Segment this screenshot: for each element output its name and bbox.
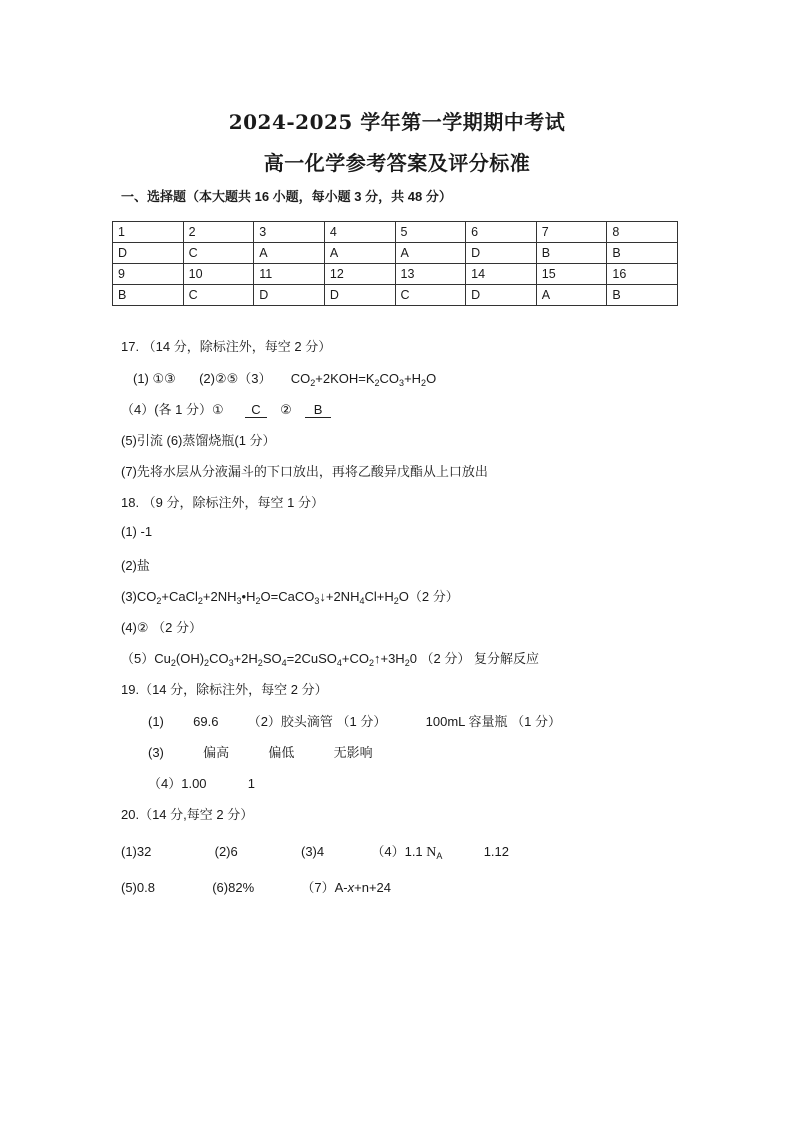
- q17-a4-mid: ②: [280, 402, 292, 417]
- q20-a2: (2)6: [214, 844, 238, 859]
- table-cell: B: [607, 285, 678, 306]
- table-cell: A: [324, 243, 395, 264]
- table-cell: D: [324, 285, 395, 306]
- q19-header: 19.（14 分，除标注外，每空 2 分）: [121, 682, 328, 697]
- table-cell: 10: [183, 264, 254, 285]
- table-cell: 16: [607, 264, 678, 285]
- table-cell: 2: [183, 222, 254, 243]
- q19-r2-b: 偏低: [268, 745, 295, 760]
- q18-header: 18. （9 分，除标注外，每空 1 分）: [121, 495, 324, 510]
- q17-a4-prefix: （4）(各 1 分）①: [121, 402, 224, 417]
- table-cell: 3: [254, 222, 325, 243]
- q18-a3: $(3)CO_2+CaCl_2+2NH_3•H_2O=CaCO_3↓+2NH_4Cl+H_2O(2$ 分）: [121, 589, 459, 606]
- q20-a3: (3)4: [300, 844, 325, 859]
- table-cell: B: [113, 285, 184, 306]
- table-cell: A: [254, 243, 325, 264]
- table-cell: D: [113, 243, 184, 264]
- table-cell: C: [395, 285, 466, 306]
- q17-answer-row1: [133, 368, 436, 387]
- section-heading: 一、选择题（本大题共 16 小题，每小题 3 分，共 48 分）: [121, 189, 452, 204]
- table-cell: C: [183, 243, 254, 264]
- answer-table: [112, 221, 678, 306]
- q17-a7: (7)先将水层从分液漏斗的下口放出，再将乙酸异戊酯从上口放出: [121, 464, 488, 479]
- table-cell: 5: [395, 222, 466, 243]
- q19-r2-a: 偏高: [203, 745, 230, 760]
- q19-row3: [148, 773, 255, 792]
- q19-r1-c: 100mL 容量瓶 （1 分）: [425, 714, 561, 729]
- q20-header: 20.（14 分,每空 2 分）: [121, 807, 254, 822]
- table-row: [113, 264, 678, 285]
- q20-row1: [121, 841, 509, 861]
- table-cell: D: [254, 285, 325, 306]
- q17-a2: (2)②⑤（3）: [199, 371, 272, 386]
- table-cell: 7: [536, 222, 607, 243]
- table-cell: D: [466, 285, 537, 306]
- q19-r1-val: 69.6: [193, 714, 219, 729]
- q19-r1-label: (1): [148, 714, 164, 729]
- q19-r1-b: （2）胶头滴管 （1 分）: [247, 714, 387, 729]
- table-cell: 6: [466, 222, 537, 243]
- q20-a5: (5)0.8: [121, 880, 155, 895]
- q20-a4-b: 1.12: [483, 844, 509, 859]
- table-cell: B: [607, 243, 678, 264]
- table-cell: A: [536, 285, 607, 306]
- q17-equation: $CO_2+2KOH=K_2CO_3+H_2O$: [290, 371, 437, 388]
- table-cell: C: [183, 285, 254, 306]
- table-cell: 12: [324, 264, 395, 285]
- q19-r2-c: 无影响: [333, 745, 373, 760]
- q20-a7: （7）A-x+n+24: [301, 880, 391, 895]
- table-cell: 4: [324, 222, 395, 243]
- q20-row2: [121, 877, 391, 896]
- q17-header: 17. （14 分，除标注外，每空 2 分）: [121, 339, 332, 354]
- table-cell: 9: [113, 264, 184, 285]
- q19-r3-val: 1: [247, 776, 256, 791]
- q17-a4-c: C: [245, 402, 267, 418]
- table-row: [113, 243, 678, 264]
- table-cell: 15: [536, 264, 607, 285]
- q17-a4-b: B: [305, 402, 331, 418]
- table-cell: A: [395, 243, 466, 264]
- q18-a4: (4)② （2 分）: [121, 620, 202, 635]
- q19-r2-label: (3): [148, 745, 164, 760]
- q17-a1: (1) ①③: [133, 371, 176, 386]
- table-cell: 1: [113, 222, 184, 243]
- q19-r3-label: （4）1.00: [148, 776, 207, 791]
- q19-row1: [148, 711, 561, 730]
- q17-answer-row2: [121, 399, 331, 418]
- table-cell: 14: [466, 264, 537, 285]
- q18-a1: (1) -1: [121, 524, 153, 539]
- table-cell: 11: [254, 264, 325, 285]
- table-cell: D: [466, 243, 537, 264]
- q17-a5: (5)引流 (6)蒸馏烧瓶(1 分）: [121, 433, 276, 448]
- q20-a4: （4）1.1 $N_A$: [371, 844, 443, 861]
- q20-a1: (1)32: [121, 844, 152, 859]
- table-cell: 8: [607, 222, 678, 243]
- q18-a5: $(5)Cu_2(OH)_2CO_3+2H_2SO_4=2CuSO_4+CO_2↑+3H_20$ （2 分） 复分解反应: [121, 651, 540, 668]
- table-row: [113, 285, 678, 306]
- table-row: [113, 222, 678, 243]
- q19-row2: [148, 742, 373, 761]
- q18-a2: (2)盐: [121, 558, 150, 573]
- page-subtitle: 高一化学参考答案及评分标准: [263, 151, 531, 175]
- q20-a6: (6)82%: [212, 880, 255, 895]
- table-cell: B: [536, 243, 607, 264]
- page-title: 2024-2025 学年第一学期期中考试: [228, 110, 566, 134]
- table-cell: 13: [395, 264, 466, 285]
